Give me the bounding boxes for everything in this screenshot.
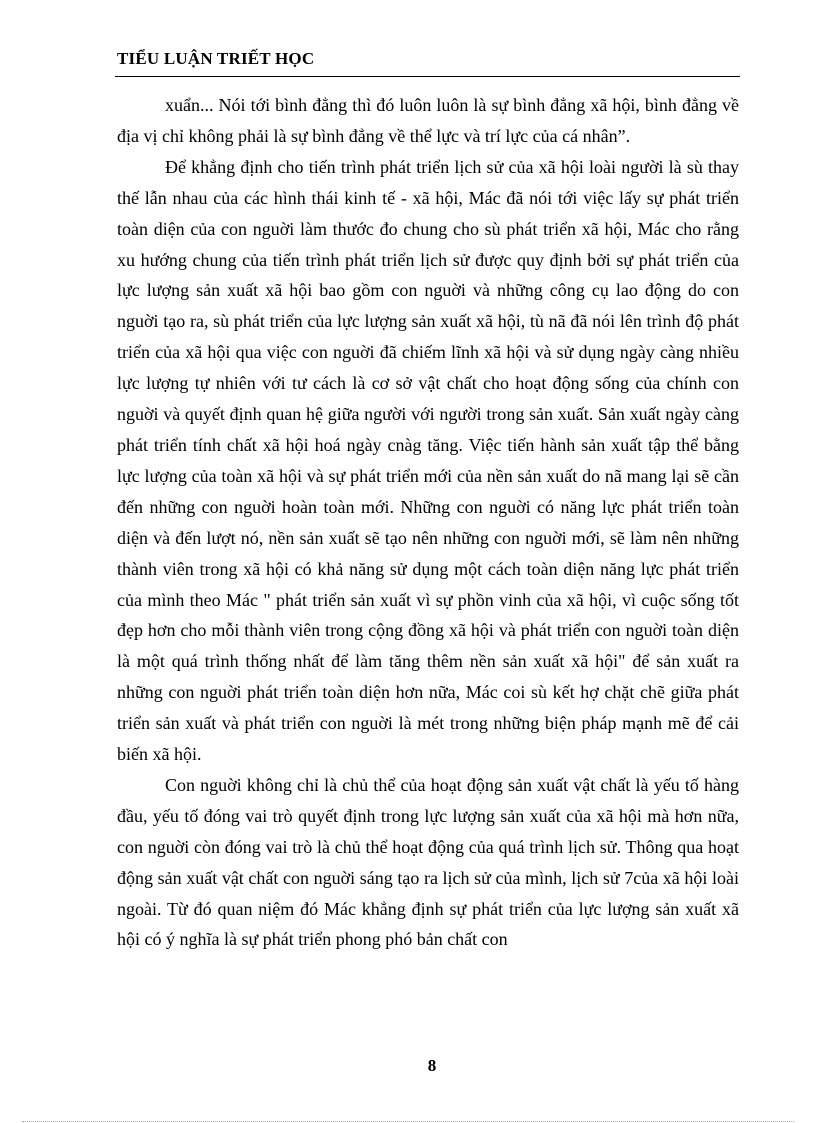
page-header-title: TIỂU LUẬN TRIẾT HỌC [117,49,315,68]
footer-rule [22,1121,794,1122]
body-text [117,90,739,955]
paragraph-human-subject: Con nguời không chỉ là chủ thể của hoạt động sản xuất vật chất là yếu tố hàng đầu, yếu tố đóng vai trò quyết định trong lực lượng sản xuất của xã hội mà hơn nữa, con nguời còn đóng vai trò là chủ thể hoạt động của quá trình lịch sử. Thông qua hoạt động sản xuất vật chất con nguời sáng tạo ra lịch sử của mình, lịch sử 7của xã hội loài ngoài. Từ đó quan niệm đó Mác khẳng định sự phát triển của lực lượng sản xuất xã hội có ý nghĩa là sự phát triển phong phó bản chất con [117,774,739,950]
page-number: 8 [427,1056,437,1075]
paragraph-continued: xuẩn... Nói tới bình đẳng thì đó luôn luôn là sự bình đẳng xã hội, bình đẳng về địa vị chỉ không phải là sự bình đẳng về thể lực và trí lực của cá nhân”. [117,95,739,146]
paragraph-development: Để khẳng định cho tiến trình phát triển lịch sử của xã hội loài người là sù thay thế lẫn nhau của các hình thái kinh tế - xã hội, Mác đã nói tới việc lấy sự phát triển toàn diện của con nguời làm thước đo chung cho sù phát triển xã hội, Mác cho rằng xu hướng chung của tiến trình phát triển lịch sử được quy định bởi sự phát triển của lực lượng sản xuất xã hội bao gồm con nguời và những công cụ lao động do con nguời tạo ra, sù phát triển của lực lượng sản xuất xã hội, tù nã đã nói lên trình độ phát triển của xã hội qua việc con nguời đã chiếm lĩnh xã hội và sử dụng ngày càng nhiều lực lượng tự nhiên với tư cách là cơ sở vật chất cho hoạt động sống của chính con nguời và quyết định quan hệ giữa người với người trong sản xuất. Sản xuất ngày càng phát triển tính chất xã hội hoá ngày cnàg tăng. Việc tiến hành sản xuất tập thể bằng lực lượng của toàn xã hội và sự phát triển mới của nền sản xuất do nã mang lại sẽ cần đến những con nguời hoàn toàn mới. Những con nguời có năng lực phát triển toàn diện và đến lượt nó, nền sản xuất sẽ tạo nên những con nguời mới, sẽ làm nên những thành viên trong xã hội có khả năng sử dụng một cách toàn diện năng lực phát triển của mình theo Mác " phát triển sản xuất vì sự phồn vinh của xã hội, vì cuộc sống tốt đẹp hơn cho mỗi thành viên trong cộng đồng xã hội và phát triển con nguời toàn diện là một quá trình thống nhất để làm tăng thêm nền sản xuất xã hội" để sản xuất ra những con nguời phát triển toàn diện hơn nữa, Mác coi sù kết hợ chặt chẽ giữa phát triển sản xuất và phát triển con nguời là mét trong những biện pháp mạnh mẽ để cải biến xã hội. [117,156,739,765]
header-rule [115,76,740,77]
